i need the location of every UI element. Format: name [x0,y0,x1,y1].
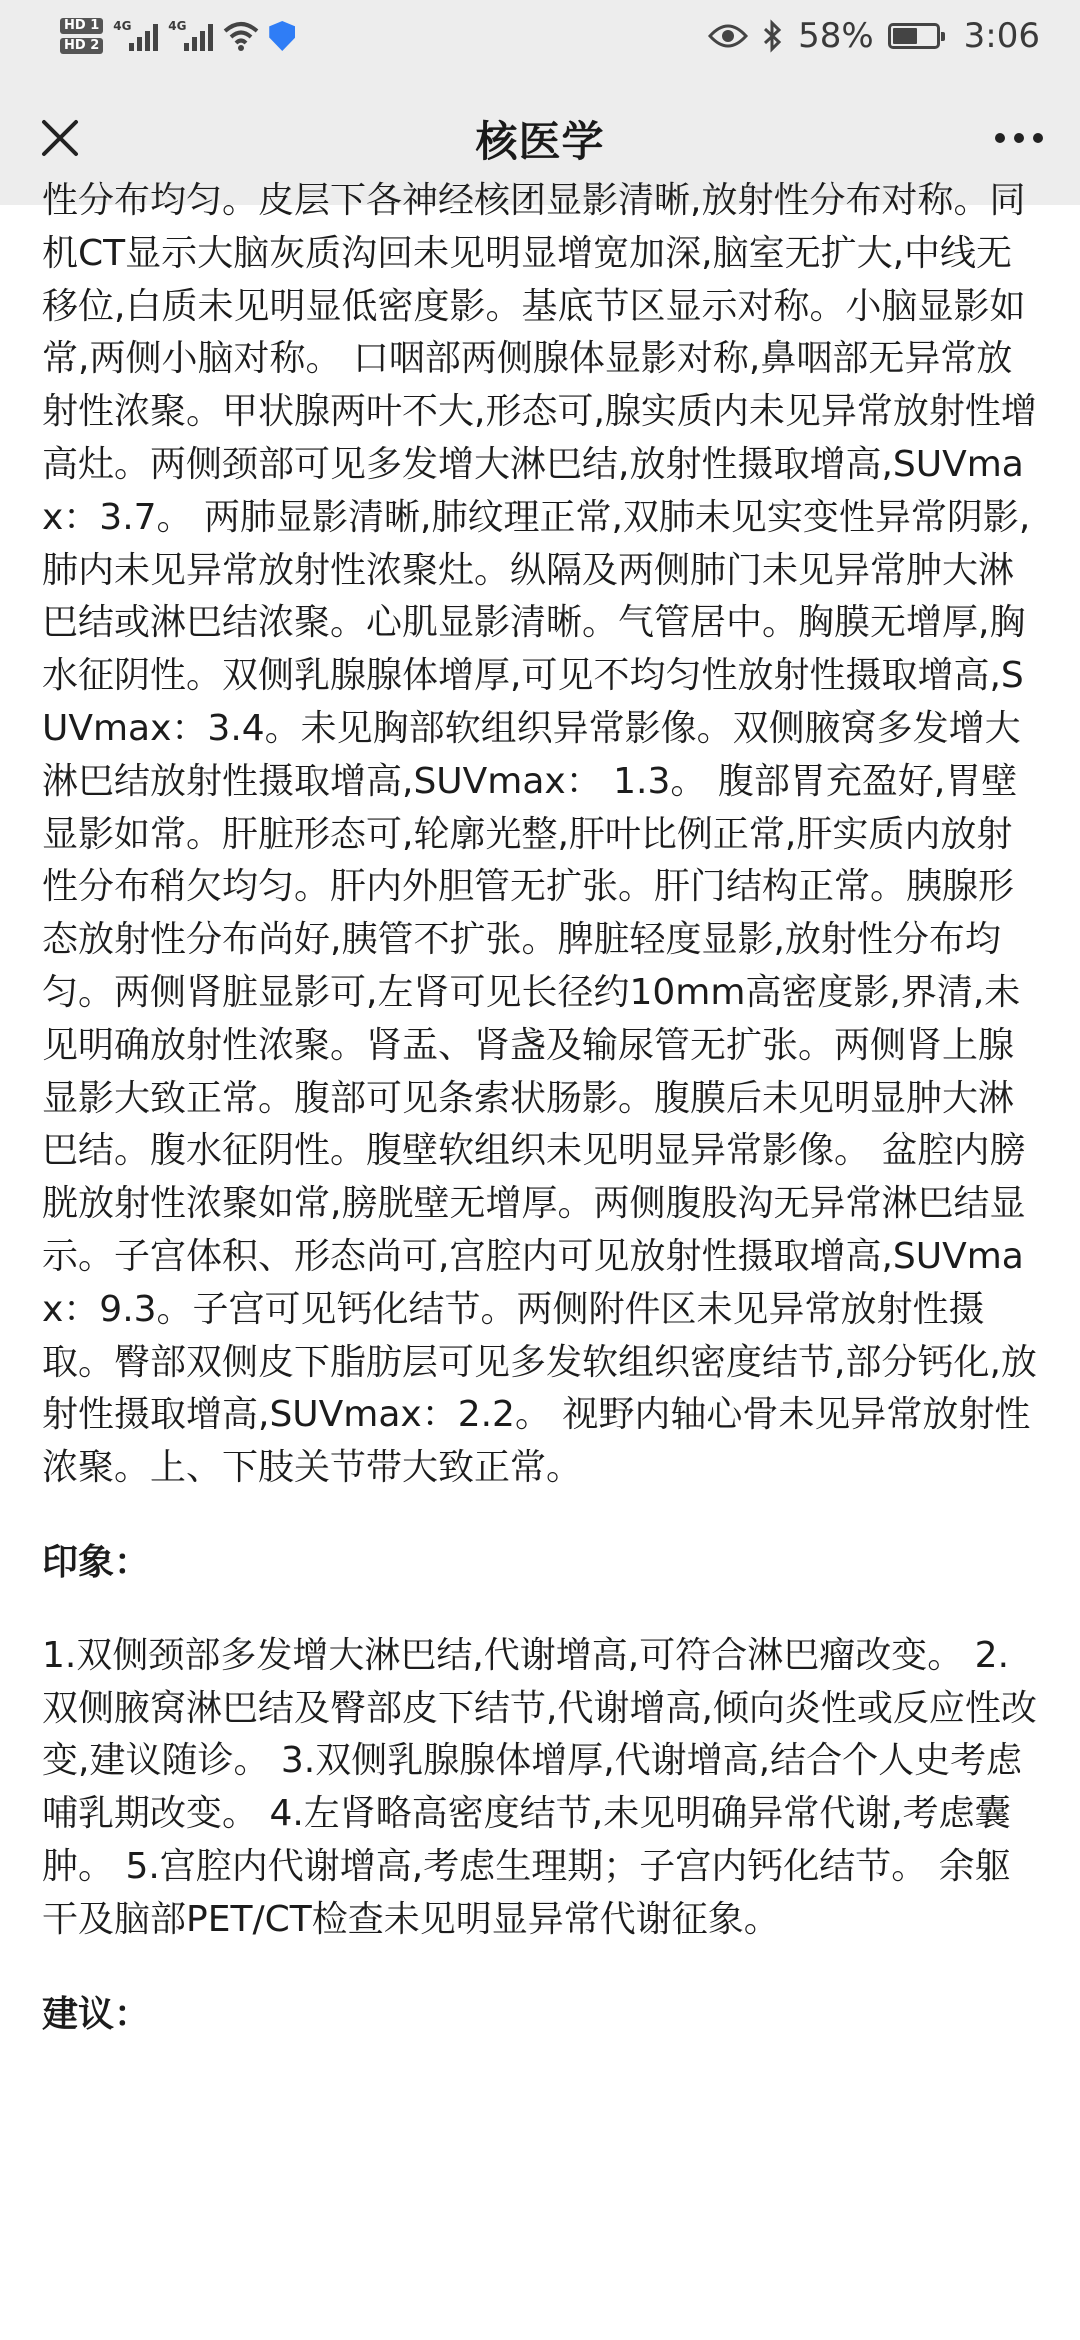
report-content[interactable] [0,180,1080,2340]
network-type-2: 4G [168,19,187,33]
signal-icon [168,21,213,51]
page-title: 核医学 [475,116,605,166]
hd2-badge: HD 2 [60,38,103,54]
hd1-badge: HD 1 [60,18,103,34]
battery-percent: 58% [798,16,874,56]
status-bar-right [708,16,1040,56]
close-icon [40,118,80,158]
more-icon [1033,133,1043,143]
eye-icon [708,22,748,50]
impression-heading: 印象： [42,1541,151,1583]
more-icon [1014,133,1024,143]
signal-icon [113,21,158,51]
wifi-icon [223,21,259,51]
shield-icon [269,21,295,51]
status-bar [0,0,1080,72]
status-bar-left [60,18,295,54]
more-button[interactable] [984,106,1054,170]
findings-text: 性分布均匀。皮层下各神经核团显影清晰,放射性分布对称。同机CT显示大脑灰质沟回未见明显增宽加深,脑室无扩大,中线无移位,白质未见明显低密度影。基底节区显示对称。小脑显影如常,两侧小脑对称。 口咽部两侧腺体显影对称,鼻咽部无异常放射性浓聚。甲状腺两叶不大,形态可,腺实质内未见异常放射性增高灶。两侧颈部可见多发增大淋巴结,放射性摄取增高,SUVmax：3.7。 两肺显影清晰,肺纹理正常,双肺未见实变性异常阴影,肺内未见异常放射性浓聚灶。纵隔及两侧肺门未见异常肿大淋巴结或淋巴结浓聚。心肌显影清晰。气管居中。胸膜无增厚,胸水征阴性。双侧乳腺腺体增厚,可见不均匀性放射性摄取增高,SUVmax：3.4。未见胸部软组织异常影像。双侧腋窝多发增大淋巴结放射性摄取增高,SUVmax： 1.3。 腹部胃充盈好,胃壁显影如常。肝脏形态可,轮廓光整,肝叶比例正常,肝实质内放射性分布稍欠均匀。肝内外胆管无扩张。肝门结构正常。胰腺形态放射性分布尚好,胰管不扩张。脾脏轻度显影,放射性分布均匀。两侧肾脏显影可,左肾可见长径约10mm高密度影,界清,未见明确放射性浓聚。肾盂、肾盏及输尿管无扩张。两侧肾上腺显影大致正常。腹部可见条索状肠影。腹膜后未见明显肿大淋巴结。腹水征阴性。腹壁软组织未见明显异常影像。 盆腔内膀胱放射性浓聚如常,膀胱壁无增厚。两侧腹股沟无异常淋巴结显示。子宫体积、形态尚可,宫腔内可见放射性摄取增高,SUVmax：9.3。子宫可见钙化结节。两侧附件区未见异常放射性摄取。臀部双侧皮下脂肪层可见多发软组织密度结节,部分钙化,放射性摄取增高,SUVmax：2.2。 视野内轴心骨未见异常放射性浓聚。上、下肢关节带大致正常。 [42,180,1037,1489]
bluetooth-icon [762,20,784,52]
battery-icon [888,23,940,49]
more-icon [995,133,1005,143]
clock: 3:06 [963,16,1040,56]
hd-indicators [60,18,103,54]
advice-heading: 建议： [42,1993,151,2035]
close-button[interactable] [28,106,92,170]
impression-text: 1.双侧颈部多发增大淋巴结,代谢增高,可符合淋巴瘤改变。 2.双侧腋窝淋巴结及臀部皮下结节,代谢增高,倾向炎性或反应性改变,建议随诊。 3.双侧乳腺腺体增厚,代谢增高,结合个人史考虑哺乳期改变。 4.左肾略高密度结节,未见明确异常代谢,考虑囊肿。 5.宫腔内代谢增高,考虑生理期；子宫内钙化结节。 余躯干及脑部PET/CT检查未见明显异常代谢征象。 [42,1634,1037,1940]
network-type-1: 4G [113,19,132,33]
battery-level [893,28,917,44]
